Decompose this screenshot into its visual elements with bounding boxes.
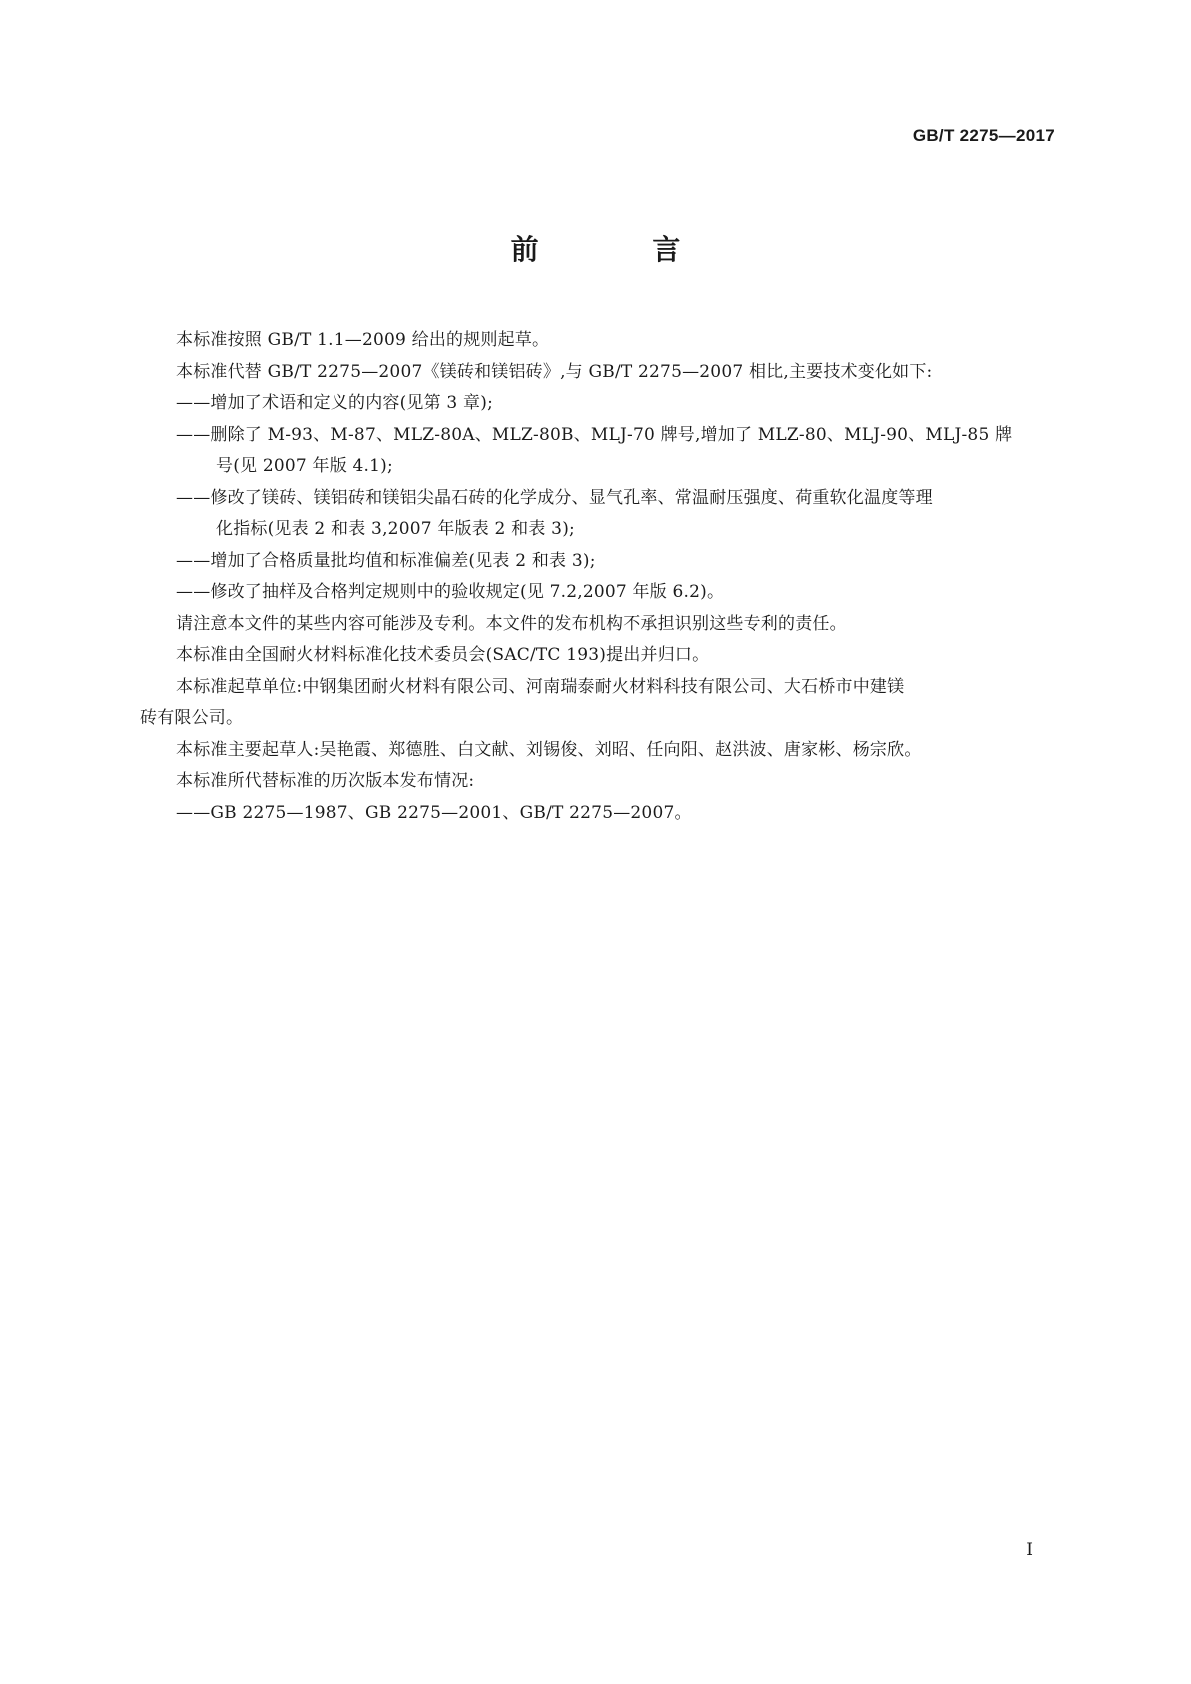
change-item: ——增加了合格质量批均值和标准偏差(见表 2 和表 3); (176, 550, 596, 571)
foreword-body (140, 325, 1058, 829)
change-item: ——修改了镁砖、镁铝砖和镁铝尖晶石砖的化学成分、显气孔率、常温耐压强度、荷重软化温度等理 (176, 487, 933, 508)
change-item-continuation: 化指标(见表 2 和表 3,2007 年版表 2 和表 3); (216, 519, 575, 539)
page-title: 前 言 (510, 233, 733, 266)
page-number: I (1026, 1540, 1033, 1560)
change-item: ——修改了抽样及合格判定规则中的验收规定(见 7.2,2007 年版 6.2)。 (176, 582, 725, 602)
change-item: ——增加了术语和定义的内容(见第 3 章); (176, 393, 494, 413)
paragraph-drafting-rules: 本标准按照 GB/T 1.1—2009 给出的规则起草。 (176, 330, 550, 350)
change-item: ——删除了 M-93、M-87、MLZ-80A、MLZ-80B、MLJ-70 牌号,增加了 MLZ-80、MLJ-90、MLJ-85 牌 (176, 424, 1013, 445)
history-item: ——GB 2275—1987、GB 2275—2001、GB/T 2275—2007。 (176, 802, 692, 823)
paragraph-replaces: 本标准代替 GB/T 2275—2007《镁砖和镁铝砖》,与 GB/T 2275—2007 相比,主要技术变化如下: (176, 361, 933, 382)
paragraph-drafters: 本标准主要起草人:吴艳霞、郑德胜、白文献、刘锡俊、刘昭、任向阳、赵洪波、唐家彬、杨宗欣。 (176, 739, 922, 760)
change-item-continuation: 号(见 2007 年版 4.1); (216, 456, 393, 476)
paragraph-drafting-units: 本标准起草单位:中钢集团耐火材料有限公司、河南瑞泰耐火材料科技有限公司、大石桥市中建镁 (176, 676, 905, 697)
paragraph-patent-notice: 请注意本文件的某些内容可能涉及专利。本文件的发布机构不承担识别这些专利的责任。 (176, 613, 847, 634)
paragraph-drafting-units-continuation: 砖有限公司。 (140, 708, 244, 728)
paragraph-committee: 本标准由全国耐火材料标准化技术委员会(SAC/TC 193)提出并归口。 (176, 645, 710, 665)
paragraph-history-intro: 本标准所代替标准的历次版本发布情况: (176, 771, 475, 791)
standard-code: GB/T 2275—2017 (912, 126, 1055, 145)
